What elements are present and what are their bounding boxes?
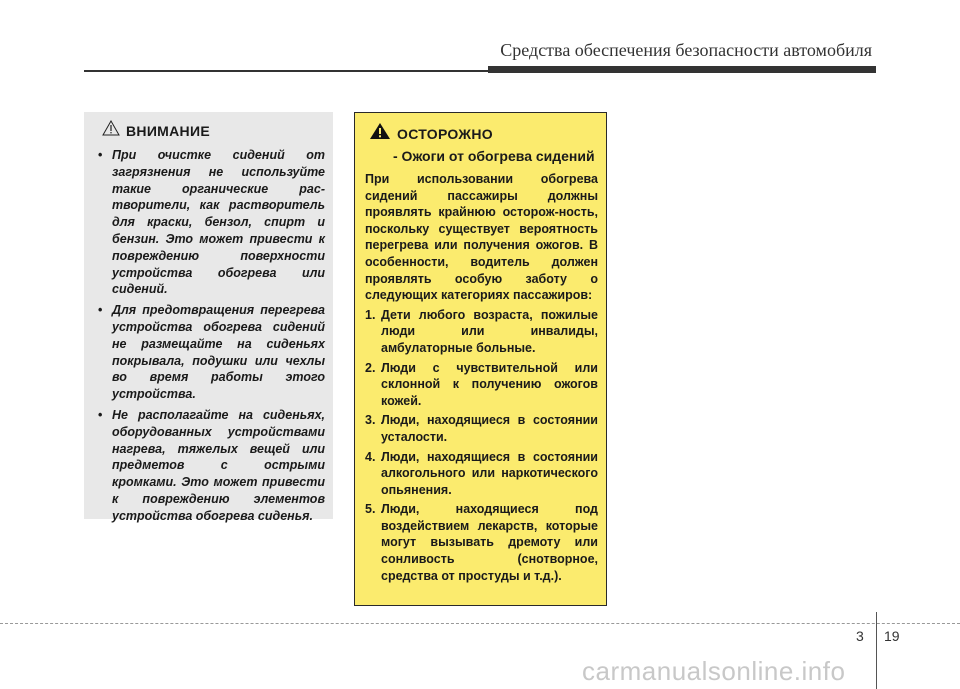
- warning-triangle-icon: [102, 120, 120, 141]
- warning-heading: [102, 120, 325, 141]
- caution-item: 1. Дети любого возраста, пожилые люди или инвалиды, амбулаторные больные.: [365, 307, 598, 355]
- caution-item: 3. Люди, находящиеся в состоянии усталости.: [365, 413, 598, 444]
- caution-item: 5. Люди, находящиеся под воздействием лекарств, которые могут вызывать дремоту или сонливость (снотворное, средства от простуды и т.д.).: [365, 502, 598, 583]
- caution-intro: При использовании обогрева сидений пассажиры должны проявлять крайнюю осторож-ность, поскольку существует вероятность перегрева или получения ожогов. В особенности, водитель должен проявлять особую заботу о следующих категориях пассажиров:: [365, 172, 598, 303]
- chapter-number: 3: [856, 628, 864, 644]
- footer-rule: [0, 623, 960, 624]
- caution-box: [354, 112, 607, 606]
- warning-item: • Для предотвращения перегрева устройства обогрева сидений не размещайте на сиденьях покрывала, подушки или чехлы во время работы этого устройства.: [98, 303, 325, 402]
- header-rule: [84, 70, 876, 72]
- caution-title: ОСТОРОЖНО: [397, 125, 493, 142]
- warning-box: [84, 112, 333, 523]
- caution-subtitle: - Ожоги от обогрева сидений: [393, 148, 595, 164]
- caution-item: 2. Люди с чувствительной или склонной к получению ожогов кожей.: [365, 360, 598, 408]
- warning-list: [96, 147, 325, 525]
- page-header-title: Средства обеспечения безопасности автомобиля: [500, 40, 872, 60]
- warning-title: ВНИМАНИЕ: [126, 122, 210, 139]
- page-number: 19: [884, 628, 900, 644]
- caution-item: 4. Люди, находящиеся в состоянии алкогольного или наркотического опьянения.: [365, 449, 598, 497]
- caution-heading: [369, 122, 598, 145]
- caution-list: [365, 307, 598, 585]
- caution-triangle-icon: [369, 122, 391, 145]
- page-number-divider: [876, 612, 877, 689]
- warning-item: • При очистке сидений от загрязнения не используйте такие органические рас-творители, как растворитель для краски, бензол, спирт и бензин. Это может привести к повреждению поверхности устройства обогрева или сидений.: [98, 148, 325, 297]
- warning-item: • Не располагайте на сиденьях, оборудованных устройствами нагрева, тяжелых вещей или предметов с острыми кромками. Это может привести к повреждению элементов устройства обогрева сиденья.: [98, 407, 325, 523]
- watermark: carmanualsonline.info: [582, 656, 846, 686]
